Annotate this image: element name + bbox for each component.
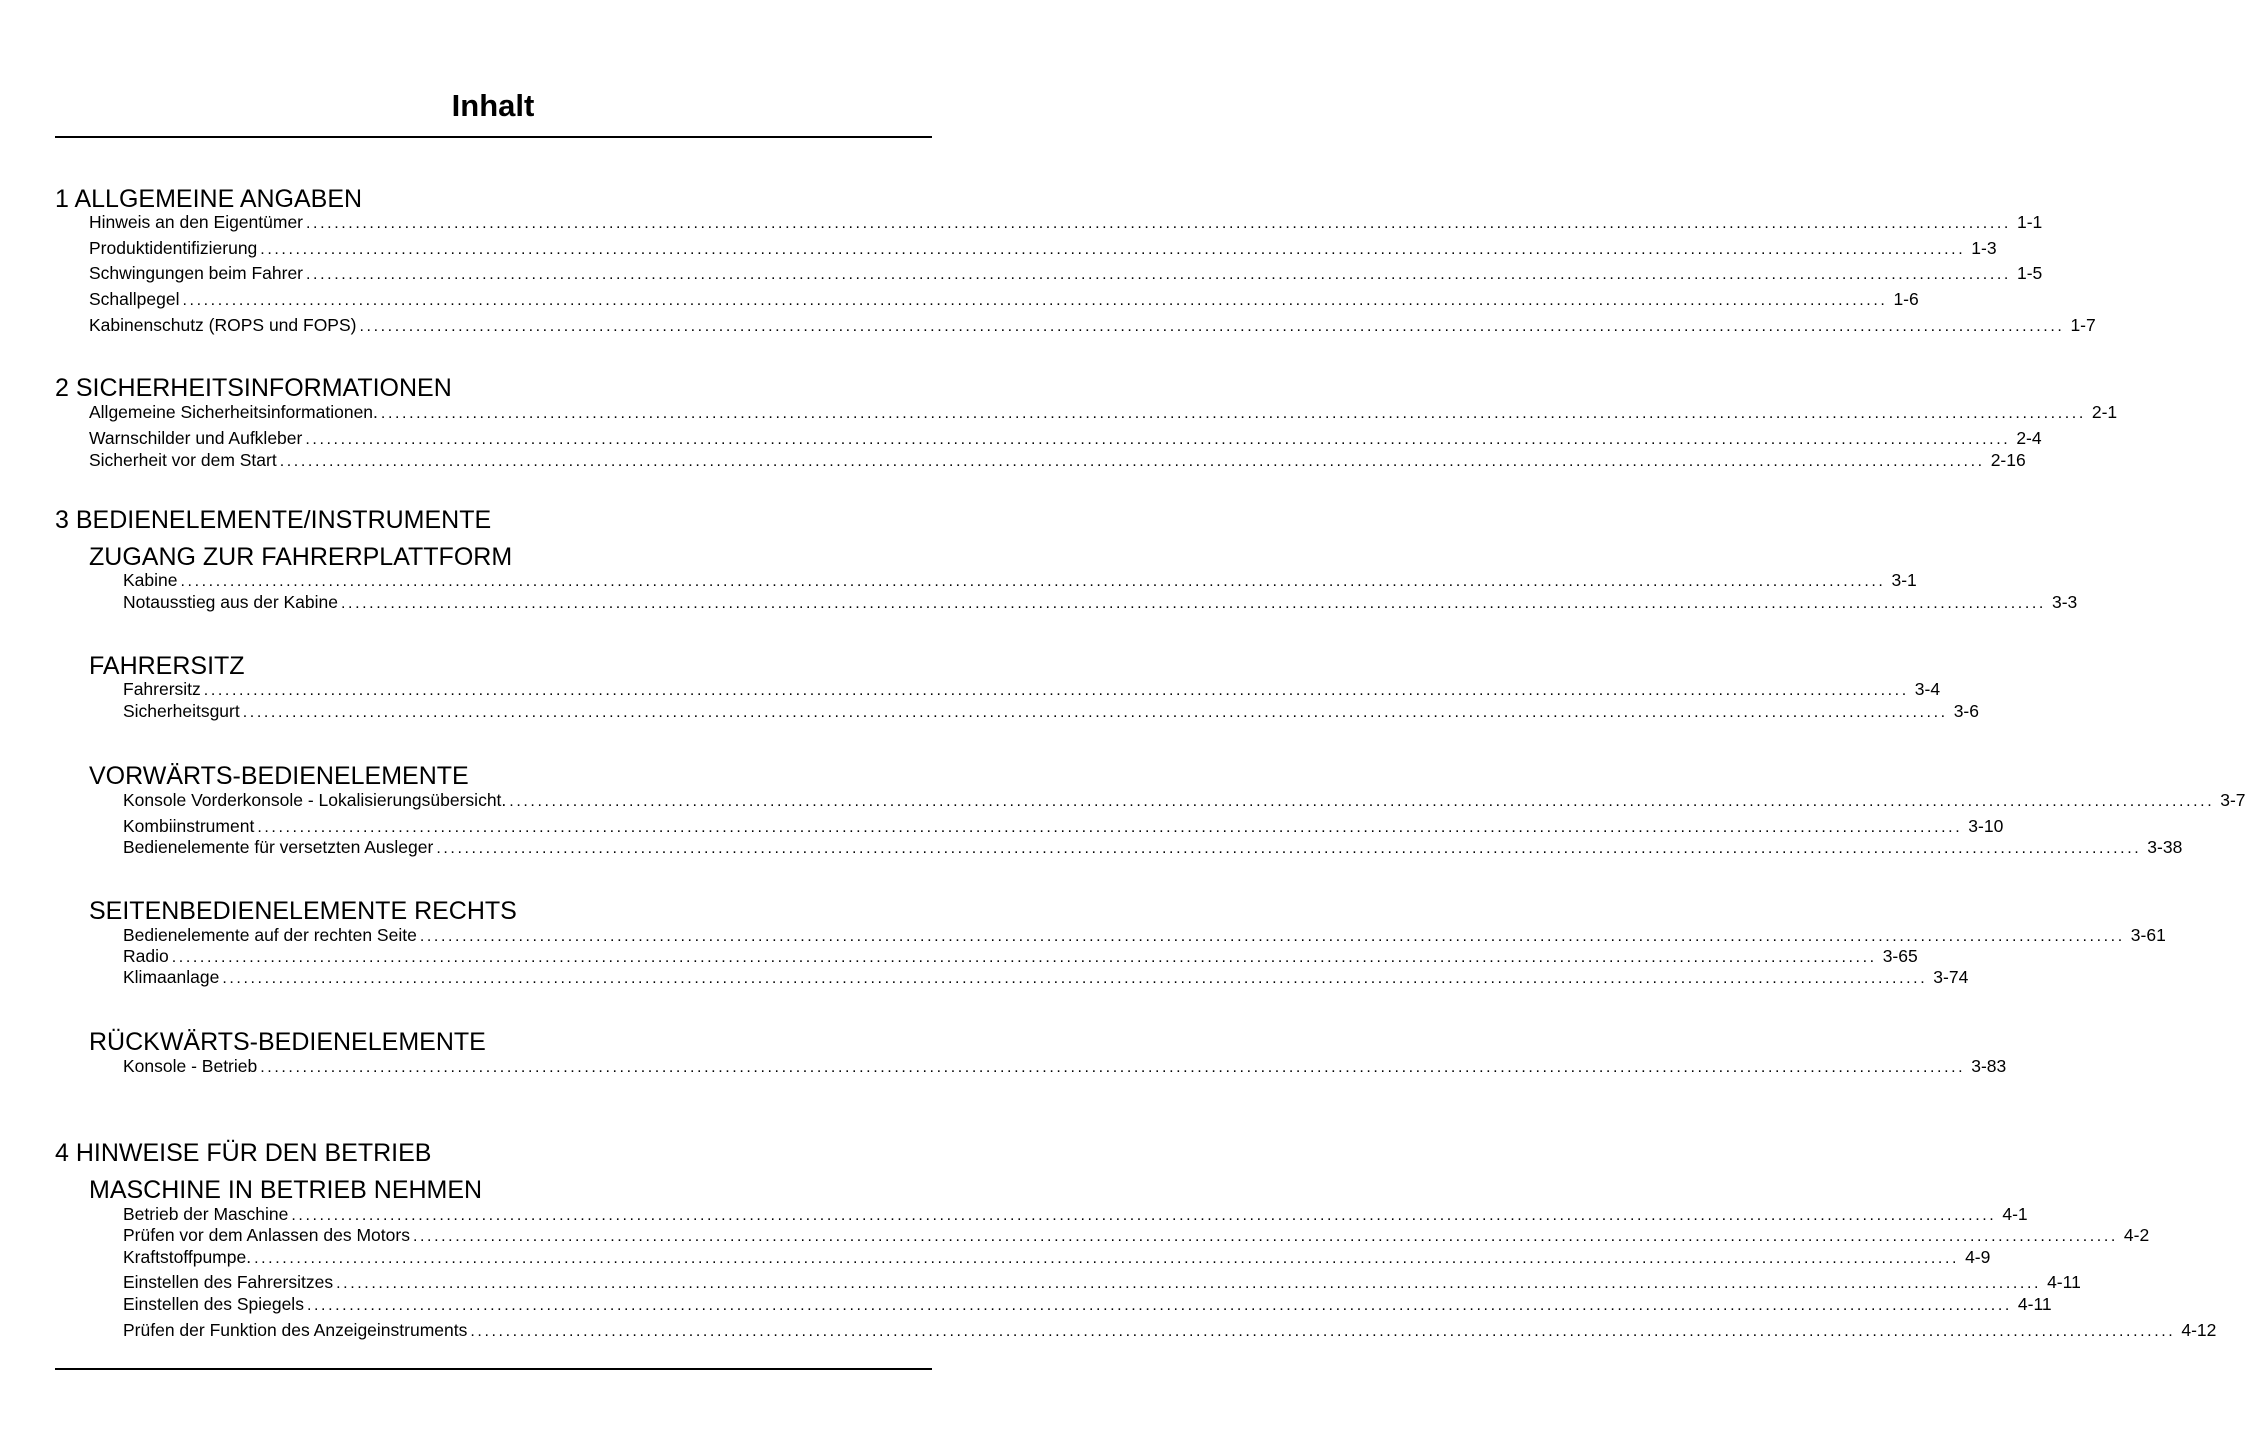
dot-leader: .................................................................................................................................................................................................................................................. [359, 318, 2065, 335]
dot-leader: .................................................................................................................................................................................................................................................. [260, 241, 1966, 258]
toc-entry-page: 4-2 [2123, 1225, 2150, 1245]
toc-entry-label: Schwingungen beim Fahrer [89, 263, 304, 283]
toc-entry-label: Kabine [123, 570, 178, 590]
toc-entry[interactable] [123, 1055, 2007, 1077]
dot-leader: .................................................................................................................................................................................................................................................. [254, 1250, 1960, 1267]
dot-leader: .................................................................................................................................................................................................................................................. [306, 1297, 2012, 1314]
toc-entry-label: Warnschilder und Aufkleber [89, 428, 303, 448]
dot-leader: .................................................................................................................................................................................................................................................. [412, 1228, 2118, 1245]
toc-entry-page: 4-9 [1965, 1247, 1991, 1267]
toc-entry[interactable] [89, 262, 2043, 284]
toc-entry[interactable] [89, 401, 2118, 423]
toc-entry-page: 1-5 [2016, 263, 2043, 283]
toc-entry-label: Sicherheitsgurt [123, 701, 240, 721]
bottom-divider [55, 1368, 932, 1370]
toc-entry-page: 3-83 [1971, 1056, 2007, 1076]
toc-entry-page: 3-3 [2051, 592, 2078, 612]
dot-leader: .................................................................................................................................................................................................................................................. [203, 682, 1909, 699]
toc-entry-page: 3-38 [2147, 837, 2183, 857]
toc-entry[interactable] [89, 449, 2026, 471]
toc-entry-page: 3-4 [1914, 679, 1941, 699]
subsection-heading: RÜCKWÄRTS-BEDIENELEMENTE [89, 1028, 486, 1056]
toc-entry[interactable] [123, 924, 2166, 946]
toc-entry[interactable] [89, 288, 1919, 310]
subsection-heading: ZUGANG ZUR FAHRERPLATTFORM [89, 543, 513, 571]
dot-leader: .................................................................................................................................................................................................................................................. [279, 453, 1985, 470]
toc-entry[interactable] [123, 789, 2246, 811]
toc-entry-label: Kombiinstrument [123, 816, 255, 836]
toc-entry-page: 3-1 [1891, 570, 1917, 590]
subsection-heading: MASCHINE IN BETRIEB NEHMEN [89, 1176, 483, 1204]
toc-entry-page: 4-11 [2047, 1272, 2081, 1292]
toc-entry-label: Fahrersitz [123, 679, 201, 699]
dot-leader: .................................................................................................................................................................................................................................................. [470, 1323, 2176, 1340]
toc-entry-label: Prüfen vor dem Anlassen des Motors [123, 1225, 410, 1245]
dot-leader: .................................................................................................................................................................................................................................................. [336, 1275, 2042, 1292]
dot-leader: .................................................................................................................................................................................................................................................. [306, 215, 2011, 232]
toc-entry-label: Betrieb der Maschine [123, 1204, 289, 1224]
toc-entry-page: 3-7 [2220, 790, 2246, 810]
toc-entry-label: Notausstieg aus der Kabine [123, 592, 338, 612]
toc-entry-label: Sicherheit vor dem Start [89, 450, 277, 470]
toc-entry-page: 3-61 [2130, 925, 2166, 945]
toc-entry[interactable] [123, 836, 2183, 858]
dot-leader: .................................................................................................................................................................................................................................................. [380, 405, 2086, 422]
toc-entry-label: Radio [123, 946, 169, 966]
toc-entry-label: Bedienelemente für versetzten Ausleger [123, 837, 434, 857]
toc-entry[interactable] [123, 1271, 2081, 1293]
toc-entry-label: Bedienelemente auf der rechten Seite [123, 925, 417, 945]
toc-entry-page: 4-11 [2017, 1294, 2052, 1314]
top-divider [55, 136, 932, 138]
toc-entry-label: Prüfen der Funktion des Anzeigeinstruments [123, 1320, 468, 1340]
toc-entry[interactable] [123, 1203, 2028, 1225]
toc-entry-label: Konsole - Betrieb [123, 1056, 258, 1076]
dot-leader: .................................................................................................................................................................................................................................................. [305, 431, 2011, 448]
dot-leader: .................................................................................................................................................................................................................................................. [291, 1207, 1997, 1224]
dot-leader: .................................................................................................................................................................................................................................................. [171, 949, 1877, 966]
toc-entry-label: Einstellen des Fahrersitzes [123, 1272, 334, 1292]
toc-entry[interactable] [89, 427, 2042, 449]
toc-entry-label: Einstellen des Spiegels [123, 1294, 304, 1314]
subsection-heading: SEITENBEDIENELEMENTE RECHTS [89, 897, 517, 925]
toc-entry[interactable] [123, 1246, 1991, 1268]
toc-entry-label: Kraftstoffpumpe. [123, 1247, 252, 1267]
toc-entry-page: 1-6 [1893, 289, 1919, 309]
toc-entry-page: 3-6 [1953, 701, 1979, 721]
toc-entry[interactable] [123, 700, 1979, 722]
toc-entry-label: Schallpegel [89, 289, 180, 309]
toc-entry[interactable] [123, 966, 1969, 988]
dot-leader: .................................................................................................................................................................................................................................................. [260, 1059, 1966, 1076]
toc-entry[interactable] [123, 1319, 2217, 1341]
toc-entry-page: 3-65 [1882, 946, 1918, 966]
toc-entry[interactable] [123, 945, 1918, 967]
toc-entry[interactable] [89, 211, 2043, 233]
toc-entry-page: 4-12 [2181, 1320, 2217, 1340]
toc-entry[interactable] [123, 815, 2004, 837]
dot-leader: .................................................................................................................................................................................................................................................. [180, 573, 1886, 590]
toc-entry[interactable] [123, 1293, 2052, 1315]
toc-entry-page: 4-1 [2002, 1204, 2028, 1224]
section-heading: 2 SICHERHEITSINFORMATIONEN [55, 374, 452, 402]
dot-leader: .................................................................................................................................................................................................................................................. [419, 928, 2125, 945]
toc-entry-label: Produktidentifizierung [89, 238, 258, 258]
toc-entry[interactable] [123, 678, 1941, 700]
dot-leader: .................................................................................................................................................................................................................................................. [436, 840, 2142, 857]
toc-entry-label: Klimaanlage [123, 967, 220, 987]
dot-leader: .................................................................................................................................................................................................................................................. [222, 970, 1928, 987]
toc-entry-label: Kabinenschutz (ROPS und FOPS) [89, 315, 357, 335]
toc-entry-page: 3-74 [1933, 967, 1969, 987]
dot-leader: .................................................................................................................................................................................................................................................. [306, 266, 2011, 283]
toc-entry-page: 1-1 [2016, 212, 2043, 232]
section-heading: 1 ALLGEMEINE ANGABEN [55, 185, 363, 213]
toc-entry-label: Konsole Vorderkonsole - Lokalisierungsübersicht. [123, 790, 507, 810]
subsection-heading: FAHRERSITZ [89, 652, 245, 680]
toc-entry-page: 1-7 [2070, 315, 2096, 335]
toc-entry-label: Hinweis an den Eigentümer [89, 212, 304, 232]
toc-entry-page: 1-3 [1971, 238, 1997, 258]
toc-entry-page: 2-1 [2091, 402, 2118, 422]
toc-entry[interactable] [123, 1224, 2150, 1246]
section-heading: 4 HINWEISE FÜR DEN BETRIEB [55, 1139, 432, 1167]
dot-leader: .................................................................................................................................................................................................................................................. [257, 819, 1963, 836]
toc-entry[interactable] [89, 314, 2096, 336]
section-heading: 3 BEDIENELEMENTE/INSTRUMENTE [55, 506, 492, 534]
page-title: Inhalt [451, 88, 535, 123]
dot-leader: .................................................................................................................................................................................................................................................. [242, 704, 1948, 721]
toc-entry-page: 3-10 [1968, 816, 2004, 836]
toc-entry[interactable] [89, 237, 1997, 259]
subsection-heading: VORWÄRTS-BEDIENELEMENTE [89, 762, 469, 790]
toc-entry[interactable] [123, 569, 1917, 591]
dot-leader: .................................................................................................................................................................................................................................................. [182, 292, 1888, 309]
toc-entry[interactable] [123, 591, 2078, 613]
toc-entry-page: 2-16 [1990, 450, 2026, 470]
dot-leader: .................................................................................................................................................................................................................................................. [341, 595, 2046, 612]
dot-leader: .................................................................................................................................................................................................................................................. [509, 793, 2215, 810]
toc-entry-label: Allgemeine Sicherheitsinformationen. [89, 402, 378, 422]
toc-entry-page: 2-4 [2016, 428, 2042, 448]
